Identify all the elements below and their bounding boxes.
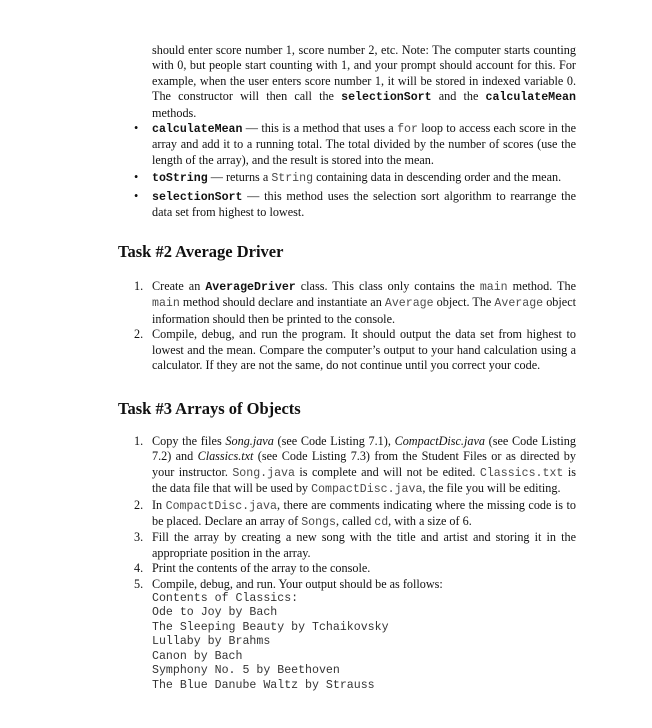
item-text: method should declare and instantiate an bbox=[179, 295, 385, 310]
item-number: 3. bbox=[134, 530, 144, 545]
item-text: (see Code Listing 7.1), bbox=[273, 434, 395, 448]
item-text: Compile, debug, and run the program. It should output the data set from highest to lowest and the mean. Compare the computer’s output to your hand calculation using a calculator. If they are not the same, do not continue until you correct your code. bbox=[152, 327, 576, 373]
method-bullets bbox=[134, 121, 576, 222]
item-text: is the data file that will be used by bbox=[152, 464, 576, 496]
code-Average: Average bbox=[494, 297, 544, 311]
output-line: The Blue Danube Waltz by Strauss bbox=[152, 678, 375, 692]
bullet-code: toString bbox=[152, 172, 208, 186]
task3-item-5 bbox=[134, 576, 576, 693]
task2-item-2 bbox=[134, 327, 576, 373]
intro-text: should enter score number 1, score number 2, etc. Note: The computer starts counting with 0, but people start counting with 1, and your prompt should account for this. For example, when the user enters score number 1, it will be stored in indexed variable 0. The constructor will then call the bbox=[152, 43, 576, 104]
item-text: is complete and will not be edited. bbox=[294, 464, 480, 479]
item-text: Copy the files bbox=[152, 434, 226, 448]
item-text: (see Code Listing 7.2) and bbox=[152, 434, 576, 464]
task3-item-3 bbox=[134, 530, 576, 561]
intro-end: methods. bbox=[152, 105, 197, 120]
expected-output bbox=[152, 592, 576, 693]
file-classics: Classics.txt bbox=[197, 449, 254, 464]
item-number: 2. bbox=[134, 327, 144, 342]
code-song-java: Song.java bbox=[232, 466, 295, 480]
output-line: The Sleeping Beauty by Tchaikovsky bbox=[152, 620, 389, 634]
bullet-text2: containing data in descending order and the mean. bbox=[313, 170, 562, 185]
bullet-text: — returns a bbox=[207, 170, 272, 185]
output-line: Canon by Bach bbox=[152, 649, 243, 663]
item-number: 1. bbox=[134, 434, 144, 448]
output-line: Symphony No. 5 by Beethoven bbox=[152, 664, 340, 678]
file-song: Song.java bbox=[225, 434, 274, 448]
code-compactdisc-java: CompactDisc.java bbox=[311, 483, 423, 497]
item-number: 2. bbox=[134, 497, 144, 512]
bullet-code: selectionSort bbox=[152, 190, 243, 204]
task2-heading: Task #2 Average Driver bbox=[118, 242, 284, 261]
item-text: , the file you will be editing. bbox=[422, 481, 561, 496]
item-text: Compile, debug, and run. Your output should be as follows: bbox=[152, 576, 443, 591]
bullet-code2: String bbox=[271, 172, 314, 186]
bullet-selectionSort bbox=[134, 188, 576, 221]
bullet-text: — this is a method that uses a bbox=[242, 121, 398, 135]
task2-list bbox=[134, 279, 576, 373]
item-text: object information should then be printed to the console. bbox=[152, 295, 576, 326]
item-text: Create an bbox=[152, 279, 206, 293]
task3-heading: Task #3 Arrays of Objects bbox=[118, 399, 301, 418]
code-Average: Average bbox=[384, 297, 434, 311]
item-text: In bbox=[152, 497, 166, 512]
item-text: class. This class only contains the bbox=[295, 279, 480, 293]
task3-item-1 bbox=[134, 434, 576, 498]
file-compactdisc: CompactDisc.java bbox=[394, 434, 485, 448]
item-text: Fill the array by creating a new song with the title and artist and storing it in the appropriate position in the array. bbox=[152, 530, 576, 560]
output-line: Contents of Classics: bbox=[152, 592, 299, 606]
code-compactdisc-java: CompactDisc.java bbox=[165, 499, 277, 513]
item-text: method. The bbox=[507, 279, 576, 293]
item-text: , called bbox=[336, 514, 375, 529]
output-line: Ode to Joy by Bach bbox=[152, 606, 278, 620]
bullet-text2: loop to access each score in the array and add it to a running total. The total divided by the number of scores (use the length of the array), and the result is stored into the mean. bbox=[152, 121, 576, 167]
task3-item-4 bbox=[134, 561, 576, 576]
bullet-dot: • bbox=[134, 188, 139, 203]
code-calculateMean: calculateMean bbox=[485, 91, 576, 105]
code-AverageDriver: AverageDriver bbox=[205, 281, 296, 294]
task3-list bbox=[134, 434, 576, 693]
bullet-code2: for bbox=[397, 123, 418, 136]
item-number: 5. bbox=[134, 576, 144, 591]
code-selectionSort: selectionSort bbox=[341, 91, 432, 105]
code-songs: Songs bbox=[301, 516, 336, 530]
item-number: 1. bbox=[134, 279, 144, 293]
item-number: 4. bbox=[134, 561, 144, 576]
item-text: object. The bbox=[433, 295, 495, 310]
bullet-text: — this method uses the selection sort algorithm to rearrange the data set from highest to lowest. bbox=[152, 188, 576, 220]
task2-item-1 bbox=[134, 279, 576, 327]
item-text: , there are comments indicating where the missing code is to be placed. Declare an array of bbox=[152, 497, 576, 529]
intro-and: and the bbox=[431, 89, 486, 104]
code-main: main bbox=[152, 297, 180, 311]
code-main: main bbox=[479, 281, 508, 294]
item-text: (see Code Listing 7.3) from the Student Files or as directed by your instructor. bbox=[152, 449, 576, 479]
task3-item-2 bbox=[134, 497, 576, 531]
code-cd: cd bbox=[374, 516, 389, 530]
bullet-calculateMean bbox=[134, 121, 576, 168]
output-line: Lullaby by Brahms bbox=[152, 635, 271, 649]
bullet-code: calculateMean bbox=[152, 123, 243, 136]
bullet-dot: • bbox=[134, 121, 139, 135]
code-classics-txt: Classics.txt bbox=[479, 466, 564, 480]
item-text: , with a size of 6. bbox=[388, 514, 472, 529]
intro-paragraph bbox=[152, 43, 576, 121]
item-text: Print the contents of the array to the console. bbox=[152, 561, 371, 576]
bullet-dot: • bbox=[134, 170, 139, 185]
bullet-toString bbox=[134, 170, 576, 186]
